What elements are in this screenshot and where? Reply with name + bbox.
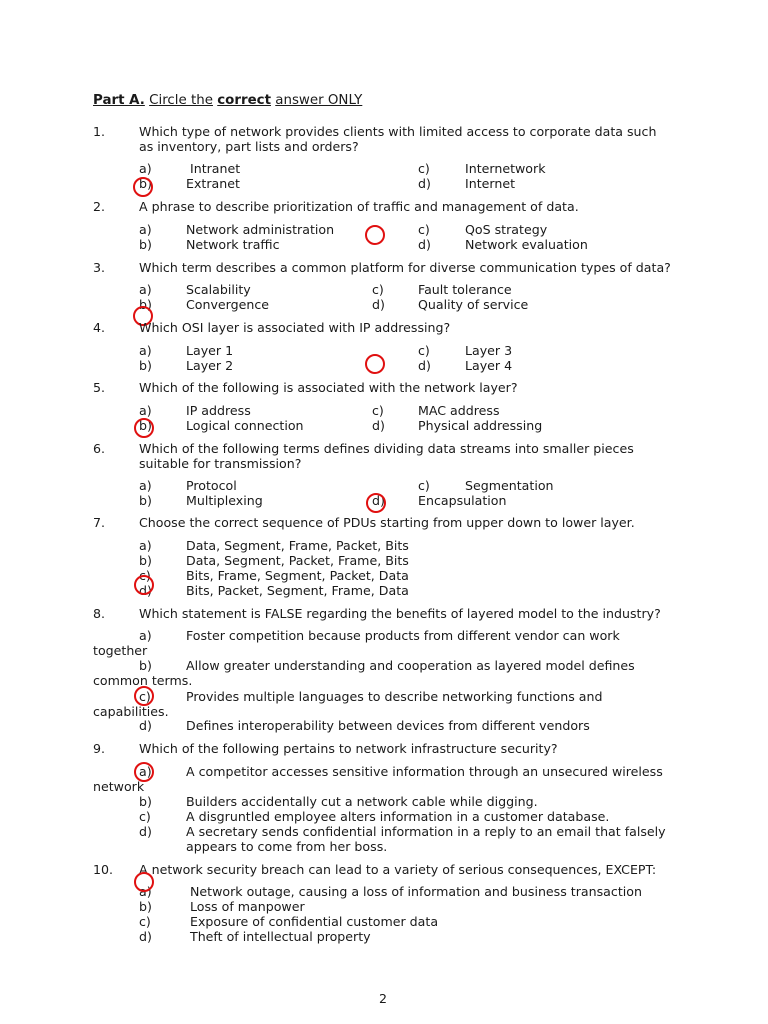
question-number: 4. bbox=[93, 320, 106, 335]
option-text-continued: appears to come from her boss. bbox=[186, 839, 388, 854]
option-text: Layer 1 bbox=[186, 343, 234, 358]
option-text: Quality of service bbox=[418, 297, 529, 312]
option-text-continued: capabilities. bbox=[93, 704, 169, 719]
option-text: A competitor accesses sensitive information through an unsecured wireless bbox=[186, 764, 663, 779]
option-text: A secretary sends confidential information in a reply to an email that falsely bbox=[186, 824, 666, 839]
option-letter: b) bbox=[139, 237, 152, 252]
option-letter: c) bbox=[418, 161, 430, 176]
option-text: MAC address bbox=[418, 403, 500, 418]
option-text: Data, Segment, Frame, Packet, Bits bbox=[186, 538, 409, 553]
option-text: Segmentation bbox=[465, 478, 554, 493]
instruction-text-2: answer ONLY bbox=[275, 93, 363, 108]
question-text: Which of the following pertains to network infrastructure security? bbox=[139, 741, 558, 756]
option-letter: b) bbox=[139, 358, 152, 373]
option-letter: c) bbox=[418, 478, 430, 493]
option-text: Internetwork bbox=[465, 161, 546, 176]
option-text: QoS strategy bbox=[465, 222, 548, 237]
option-text: Multiplexing bbox=[186, 493, 263, 508]
option-text: Network evaluation bbox=[465, 237, 588, 252]
option-text: Defines interoperability between devices from different vendors bbox=[186, 718, 590, 733]
option-text: Extranet bbox=[186, 176, 240, 191]
section-header bbox=[93, 93, 362, 108]
option-text: Exposure of confidential customer data bbox=[190, 914, 439, 929]
option-letter: b) bbox=[139, 176, 152, 191]
answer-circle bbox=[365, 225, 385, 245]
question-text: Which statement is FALSE regarding the benefits of layered model to the industry? bbox=[139, 606, 661, 621]
option-text: Network traffic bbox=[186, 237, 280, 252]
option-letter: b) bbox=[139, 553, 152, 568]
answer-circle bbox=[133, 177, 153, 197]
option-letter: d) bbox=[418, 358, 431, 373]
question-text: Which of the following terms defines dividing data streams into smaller pieces bbox=[139, 441, 634, 456]
option-letter: d) bbox=[139, 929, 152, 944]
option-letter: a) bbox=[139, 884, 152, 899]
answer-circle bbox=[134, 418, 154, 438]
option-text: Fault tolerance bbox=[418, 282, 512, 297]
answer-circle bbox=[134, 872, 154, 892]
question-number: 6. bbox=[93, 441, 106, 456]
option-letter: a) bbox=[139, 343, 152, 358]
question-number: 9. bbox=[93, 741, 106, 756]
option-letter: d) bbox=[139, 824, 152, 839]
question-text: Choose the correct sequence of PDUs starting from upper down to lower layer. bbox=[139, 515, 635, 530]
option-text: Layer 3 bbox=[465, 343, 513, 358]
instruction-bold: correct bbox=[217, 93, 271, 108]
option-text: Scalability bbox=[186, 282, 251, 297]
option-letter: b) bbox=[139, 794, 152, 809]
option-letter: d) bbox=[418, 176, 431, 191]
option-letter: c) bbox=[372, 403, 384, 418]
option-letter: d) bbox=[372, 418, 385, 433]
option-letter: b) bbox=[139, 418, 152, 433]
option-letter: a) bbox=[139, 222, 152, 237]
option-text: Logical connection bbox=[186, 418, 304, 433]
question-number: 10. bbox=[93, 862, 114, 877]
option-text: Layer 4 bbox=[465, 358, 513, 373]
option-letter: a) bbox=[139, 478, 152, 493]
option-text: Convergence bbox=[186, 297, 270, 312]
option-letter: c) bbox=[139, 568, 151, 583]
option-text: IP address bbox=[186, 403, 251, 418]
option-text: Theft of intellectual property bbox=[190, 929, 371, 944]
question-number: 5. bbox=[93, 380, 106, 395]
option-text: Builders accidentally cut a network cable while digging. bbox=[186, 794, 538, 809]
option-text: Bits, Packet, Segment, Frame, Data bbox=[186, 583, 409, 598]
option-letter: b) bbox=[139, 658, 152, 673]
option-letter: c) bbox=[139, 689, 151, 704]
option-letter: c) bbox=[139, 914, 151, 929]
question-text: A network security breach can lead to a variety of serious consequences, EXCEPT: bbox=[139, 862, 657, 877]
answer-circle bbox=[134, 762, 154, 782]
answer-circle bbox=[134, 686, 154, 706]
option-text-continued: network bbox=[93, 779, 145, 794]
option-text: Network outage, causing a loss of information and business transaction bbox=[190, 884, 642, 899]
option-text: Bits, Frame, Segment, Packet, Data bbox=[186, 568, 409, 583]
option-text-continued: common terms. bbox=[93, 673, 193, 688]
option-letter: a) bbox=[139, 628, 152, 643]
question-number: 1. bbox=[93, 124, 106, 139]
option-letter: c) bbox=[418, 222, 430, 237]
option-letter: b) bbox=[139, 899, 152, 914]
question-number: 3. bbox=[93, 260, 106, 275]
question-text: Which of the following is associated with the network layer? bbox=[139, 380, 518, 395]
option-text: Foster competition because products from different vendor can work bbox=[186, 628, 620, 643]
option-letter: c) bbox=[372, 282, 384, 297]
option-letter: d) bbox=[372, 493, 385, 508]
part-label: Part A. bbox=[93, 93, 145, 108]
option-text: Data, Segment, Packet, Frame, Bits bbox=[186, 553, 409, 568]
option-letter: b) bbox=[139, 297, 152, 312]
option-letter: c) bbox=[418, 343, 430, 358]
option-letter: a) bbox=[139, 161, 152, 176]
answer-circle bbox=[365, 354, 385, 374]
option-text: Physical addressing bbox=[418, 418, 543, 433]
option-text: A disgruntled employee alters information in a customer database. bbox=[186, 809, 610, 824]
option-text-continued: together bbox=[93, 643, 148, 658]
option-text: Network administration bbox=[186, 222, 335, 237]
option-letter: d) bbox=[139, 583, 152, 598]
option-text: Internet bbox=[465, 176, 516, 191]
question-text: Which OSI layer is associated with IP addressing? bbox=[139, 320, 451, 335]
option-letter: b) bbox=[139, 493, 152, 508]
question-text: Which term describes a common platform for diverse communication types of data? bbox=[139, 260, 671, 275]
option-letter: a) bbox=[139, 403, 152, 418]
option-letter: d) bbox=[418, 237, 431, 252]
option-text: Allow greater understanding and cooperation as layered model defines bbox=[186, 658, 635, 673]
question-text: A phrase to describe prioritization of traffic and management of data. bbox=[139, 199, 579, 214]
question-number: 7. bbox=[93, 515, 106, 530]
option-letter: a) bbox=[139, 764, 152, 779]
option-letter: d) bbox=[139, 718, 152, 733]
question-text: Which type of network provides clients with limited access to corporate data such bbox=[139, 124, 657, 139]
question-text: suitable for transmission? bbox=[139, 456, 302, 471]
option-text: Provides multiple languages to describe networking functions and bbox=[186, 689, 603, 704]
option-text: Layer 2 bbox=[186, 358, 234, 373]
question-number: 8. bbox=[93, 606, 106, 621]
answer-circle bbox=[366, 493, 386, 513]
instruction-text-1: Circle the bbox=[149, 93, 213, 108]
page-number: 2 bbox=[379, 991, 388, 1006]
option-text: Intranet bbox=[190, 161, 241, 176]
option-letter: d) bbox=[372, 297, 385, 312]
option-letter: a) bbox=[139, 538, 152, 553]
option-letter: a) bbox=[139, 282, 152, 297]
option-text: Protocol bbox=[186, 478, 237, 493]
answer-circle bbox=[134, 575, 154, 595]
option-text: Loss of manpower bbox=[190, 899, 305, 914]
question-number: 2. bbox=[93, 199, 106, 214]
question-text: as inventory, part lists and orders? bbox=[139, 139, 359, 154]
option-letter: c) bbox=[139, 809, 151, 824]
option-text: Encapsulation bbox=[418, 493, 507, 508]
